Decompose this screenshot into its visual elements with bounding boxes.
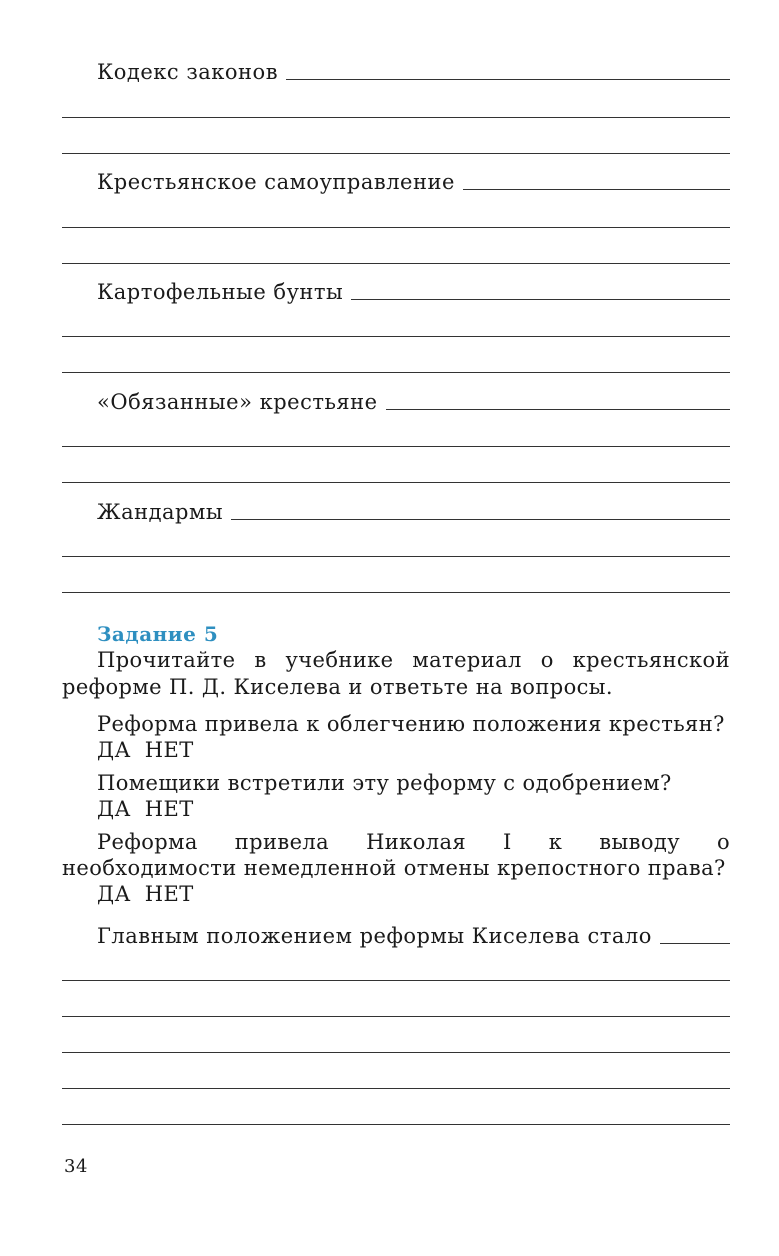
question-1 <box>97 711 730 763</box>
answer-line[interactable] <box>62 372 730 373</box>
term-label-1: Кодекс законов <box>97 60 279 84</box>
answer-no[interactable]: НЕТ <box>144 797 194 821</box>
answer-line[interactable] <box>62 263 730 264</box>
answer-line[interactable] <box>62 446 730 447</box>
answer-line[interactable] <box>62 336 730 337</box>
question-3 <box>62 829 730 881</box>
answer-no[interactable]: НЕТ <box>144 882 194 906</box>
answer-line[interactable] <box>62 980 730 981</box>
page-number: 34 <box>64 1156 88 1177</box>
term-label-3: Картофельные бунты <box>97 280 344 304</box>
answer-line[interactable] <box>62 1124 730 1125</box>
term-label-4: «Обязанные» крестьяне <box>97 390 378 414</box>
answer-options <box>97 796 730 822</box>
answer-line[interactable] <box>62 482 730 483</box>
question-2 <box>97 770 730 822</box>
answer-line[interactable] <box>386 408 730 410</box>
question-text: Реформа привела к облегчению положения крестьян? <box>97 712 725 736</box>
answer-line[interactable] <box>62 117 730 118</box>
answer-options <box>97 881 730 907</box>
task-instruction: Прочитайте в учебнике материал о крестьянской реформе П. Д. Киселева и ответьте на вопросы. <box>62 648 730 699</box>
answer-line[interactable] <box>62 153 730 154</box>
term-row-2 <box>97 164 730 194</box>
answer-line[interactable] <box>660 942 730 944</box>
answer-options <box>97 737 730 763</box>
answer-line[interactable] <box>463 188 730 190</box>
answer-line[interactable] <box>231 518 730 520</box>
answer-line[interactable] <box>351 298 730 300</box>
term-row-1 <box>97 54 730 84</box>
task-title: Задание 5 <box>97 622 219 646</box>
answer-line[interactable] <box>62 1016 730 1017</box>
answer-line[interactable] <box>286 78 730 80</box>
question-text: Помещики встретили эту реформу с одобрением? <box>97 771 672 795</box>
question-text: Реформа привела Николая I к выводу о необходимости немедленной отмены крепостного права? <box>62 830 730 880</box>
term-label-5: Жандармы <box>97 500 224 524</box>
term-row-3 <box>97 274 730 304</box>
final-prompt-row <box>97 918 730 948</box>
term-label-2: Крестьянское самоуправление <box>97 170 455 194</box>
answer-line[interactable] <box>62 1088 730 1089</box>
answer-line[interactable] <box>62 227 730 228</box>
answer-yes[interactable]: ДА <box>97 882 131 906</box>
answer-line[interactable] <box>62 556 730 557</box>
answer-yes[interactable]: ДА <box>97 797 131 821</box>
term-row-4 <box>97 384 730 414</box>
answer-line[interactable] <box>62 1052 730 1053</box>
answer-no[interactable]: НЕТ <box>144 738 194 762</box>
final-prompt: Главным положением реформы Киселева стало <box>97 924 652 948</box>
answer-line[interactable] <box>62 592 730 593</box>
term-row-5 <box>97 494 730 524</box>
answer-yes[interactable]: ДА <box>97 738 131 762</box>
